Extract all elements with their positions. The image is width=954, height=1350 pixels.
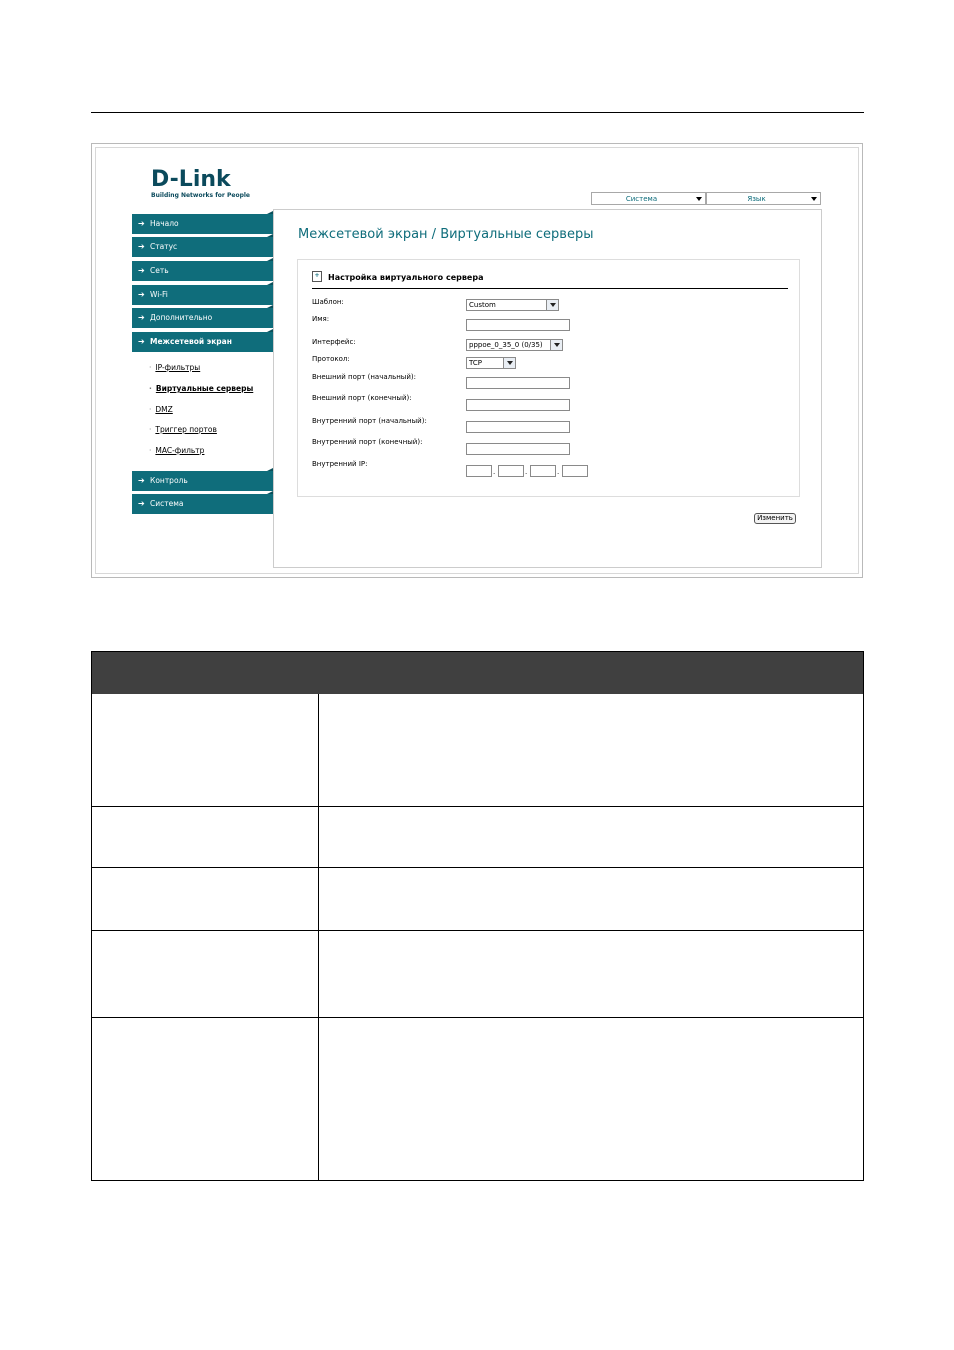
table-row <box>92 806 863 807</box>
router-web-ui-screenshot <box>91 143 863 578</box>
arrow-right-icon: ➔ <box>138 219 145 228</box>
sidebar-item-home[interactable] <box>132 214 273 234</box>
sidebar-item-network[interactable] <box>132 261 273 281</box>
interface-select[interactable] <box>466 339 563 351</box>
chevron-down-icon <box>503 358 515 368</box>
sidebar-item-firewall[interactable] <box>132 332 273 352</box>
sidebar-item-wifi[interactable] <box>132 285 273 305</box>
int-port-end-label: Внутренний порт (конечный): <box>312 438 423 446</box>
int-port-start-label: Внутренний порт (начальный): <box>312 417 427 425</box>
chevron-down-icon <box>550 340 562 350</box>
subnav-dmz[interactable] <box>149 405 173 414</box>
change-button[interactable]: Изменить <box>754 513 796 524</box>
ip-separator: . <box>557 468 560 476</box>
section-title <box>312 272 788 289</box>
subnav-label: IP-фильтры <box>155 363 201 372</box>
section-title-text: Настройка виртуального сервера <box>328 273 484 282</box>
interface-label: Интерфейс: <box>312 338 356 346</box>
sidebar-item-label: Дополнительно <box>150 313 213 322</box>
name-label: Имя: <box>312 315 330 323</box>
dlink-logo <box>151 169 250 199</box>
sidebar-item-control[interactable] <box>132 471 273 491</box>
sidebar-item-status[interactable] <box>132 237 273 257</box>
interface-value: pppoe_0_35_0 (0/35) <box>469 341 543 349</box>
bullet-icon: · <box>149 384 152 393</box>
subnav-virtual-servers[interactable] <box>149 384 253 393</box>
ext-port-end-input[interactable] <box>466 399 570 411</box>
system-menu-select[interactable] <box>591 192 706 205</box>
int-port-start-input[interactable] <box>466 421 570 433</box>
logo-text: D-Link <box>151 167 231 192</box>
subnav-mac-filter[interactable] <box>149 446 204 455</box>
bullet-icon: · <box>149 405 152 414</box>
ip-separator: . <box>525 468 528 476</box>
ext-port-start-input[interactable] <box>466 377 570 389</box>
arrow-right-icon: ➔ <box>138 290 145 299</box>
subnav-label: Триггер портов <box>155 425 217 434</box>
sidebar-item-label: Межсетевой экран <box>150 337 232 346</box>
int-ip-octet-1[interactable] <box>466 465 492 477</box>
ip-separator: . <box>493 468 496 476</box>
protocol-select[interactable] <box>466 357 516 369</box>
parameters-table <box>91 651 864 1181</box>
ext-port-end-label: Внешний порт (конечный): <box>312 394 412 402</box>
template-select[interactable] <box>466 299 559 311</box>
bullet-icon: · <box>149 446 152 455</box>
table-row <box>92 867 863 868</box>
arrow-right-icon: ➔ <box>138 476 145 485</box>
sidebar-item-label: Контроль <box>150 476 188 485</box>
virtual-server-panel <box>297 259 800 497</box>
bullet-icon: · <box>149 363 152 372</box>
logo-tagline: Building Networks for People <box>151 192 250 199</box>
subnav-ip-filters[interactable] <box>149 363 200 372</box>
sidebar-item-label: Статус <box>150 242 178 251</box>
int-ip-label: Внутренний IP: <box>312 460 368 468</box>
system-menu-label: Система <box>625 195 658 203</box>
sidebar-item-label: Сеть <box>150 266 169 275</box>
int-port-end-input[interactable] <box>466 443 570 455</box>
bullet-icon: · <box>149 425 152 434</box>
arrow-right-icon: ➔ <box>138 266 145 275</box>
sidebar-item-system[interactable] <box>132 494 273 514</box>
page-header-rule <box>91 112 864 113</box>
document-icon: + <box>312 271 322 282</box>
arrow-right-icon: ➔ <box>138 313 145 322</box>
language-label: Язык <box>747 195 766 203</box>
template-label: Шаблон: <box>312 298 344 306</box>
arrow-right-icon: ➔ <box>138 337 145 346</box>
sidebar-item-label: Wi-Fi <box>150 290 168 299</box>
table-row <box>92 930 863 931</box>
table-row <box>92 1017 863 1018</box>
protocol-value: TCP <box>469 359 482 367</box>
content-area <box>273 209 822 568</box>
chevron-down-icon <box>546 300 558 310</box>
protocol-label: Протокол: <box>312 355 350 363</box>
name-input[interactable] <box>466 319 570 331</box>
sidebar-item-label: Система <box>150 499 184 508</box>
chevron-down-icon <box>811 197 817 201</box>
sidebar-item-label: Начало <box>150 219 179 228</box>
subnav-label: MAC-фильтр <box>155 446 205 455</box>
arrow-right-icon: ➔ <box>138 242 145 251</box>
arrow-right-icon: ➔ <box>138 499 145 508</box>
int-ip-octet-4[interactable] <box>562 465 588 477</box>
template-value: Custom <box>469 301 496 309</box>
int-ip-octet-2[interactable] <box>498 465 524 477</box>
page-title: Межсетевой экран / Виртуальные серверы <box>298 227 594 242</box>
column-divider <box>318 694 319 1180</box>
sidebar-item-advanced[interactable] <box>132 308 273 328</box>
chevron-down-icon <box>696 197 702 201</box>
ext-port-start-label: Внешний порт (начальный): <box>312 373 416 381</box>
int-ip-octet-3[interactable] <box>530 465 556 477</box>
subnav-label: Виртуальные серверы <box>155 384 254 393</box>
subnav-label: DMZ <box>155 405 173 414</box>
language-select[interactable] <box>706 192 821 205</box>
table-header <box>92 652 863 694</box>
subnav-port-trigger[interactable] <box>149 425 217 434</box>
